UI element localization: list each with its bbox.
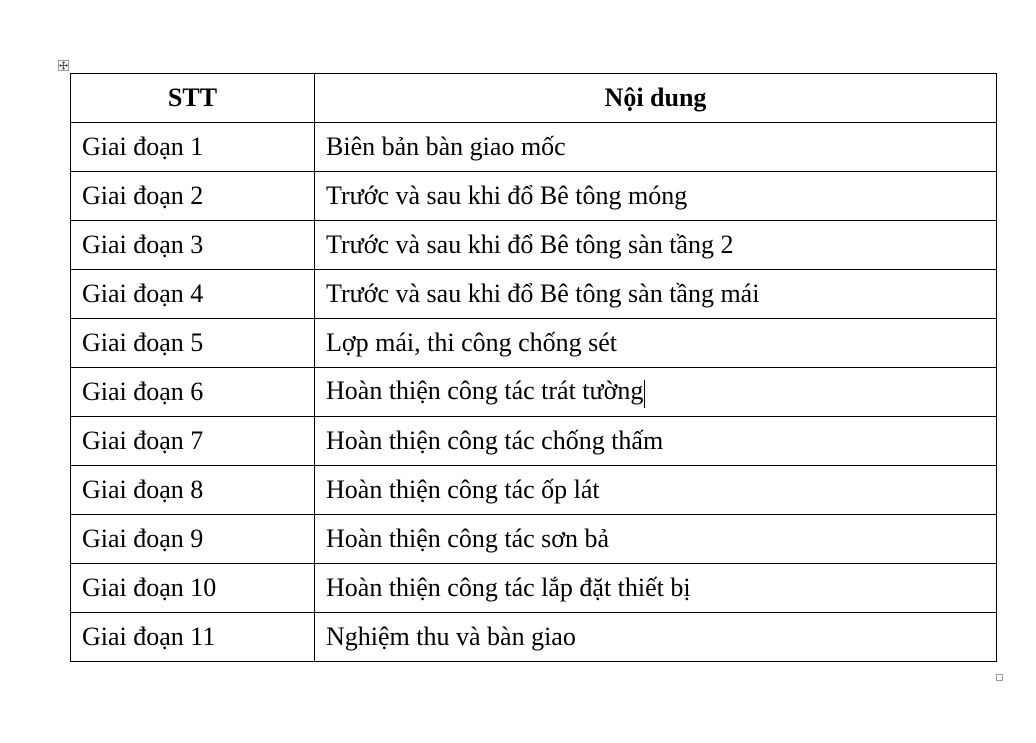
content-cell[interactable]: Trước và sau khi đổ Bê tông sàn tầng mái [315,270,997,319]
header-content[interactable]: Nội dung [315,74,997,123]
table-row [71,515,997,564]
table-header-row [71,74,997,123]
table-row [71,564,997,613]
stt-cell[interactable]: Giai đoạn 6 [71,368,315,417]
table-row [71,123,997,172]
content-cell[interactable]: Nghiệm thu và bàn giao [315,613,997,662]
stt-cell[interactable]: Giai đoạn 11 [71,613,315,662]
content-cell[interactable]: Trước và sau khi đổ Bê tông móng [315,172,997,221]
table-row [71,466,997,515]
content-text: Hoàn thiện công tác trát tường [326,376,644,406]
table-row [71,368,997,417]
stt-cell[interactable]: Giai đoạn 8 [71,466,315,515]
stt-cell[interactable]: Giai đoạn 3 [71,221,315,270]
table-row [71,221,997,270]
content-cell[interactable]: Hoàn thiện công tác lắp đặt thiết bị [315,564,997,613]
table-row [71,613,997,662]
table-row [71,319,997,368]
content-cell[interactable]: Biên bản bàn giao mốc [315,123,997,172]
stt-cell[interactable]: Giai đoạn 5 [71,319,315,368]
content-cell[interactable] [315,368,997,417]
table-row [71,270,997,319]
stt-cell[interactable]: Giai đoạn 9 [71,515,315,564]
table-row [71,172,997,221]
stt-cell[interactable]: Giai đoạn 7 [71,417,315,466]
content-cell[interactable]: Hoàn thiện công tác ốp lát [315,466,997,515]
table-resize-handle-icon[interactable] [996,674,1003,681]
text-cursor [644,380,645,408]
stt-cell[interactable]: Giai đoạn 1 [71,123,315,172]
content-cell[interactable]: Lợp mái, thi công chống sét [315,319,997,368]
stt-cell[interactable]: Giai đoạn 4 [71,270,315,319]
stt-cell[interactable]: Giai đoạn 2 [71,172,315,221]
content-cell[interactable]: Hoàn thiện công tác sơn bả [315,515,997,564]
stt-cell[interactable]: Giai đoạn 10 [71,564,315,613]
table-move-handle-icon[interactable] [58,60,69,71]
content-cell[interactable]: Hoàn thiện công tác chống thấm [315,417,997,466]
content-cell[interactable]: Trước và sau khi đổ Bê tông sàn tầng 2 [315,221,997,270]
table-row [71,417,997,466]
stage-table [70,73,997,662]
header-stt[interactable]: STT [71,74,315,123]
